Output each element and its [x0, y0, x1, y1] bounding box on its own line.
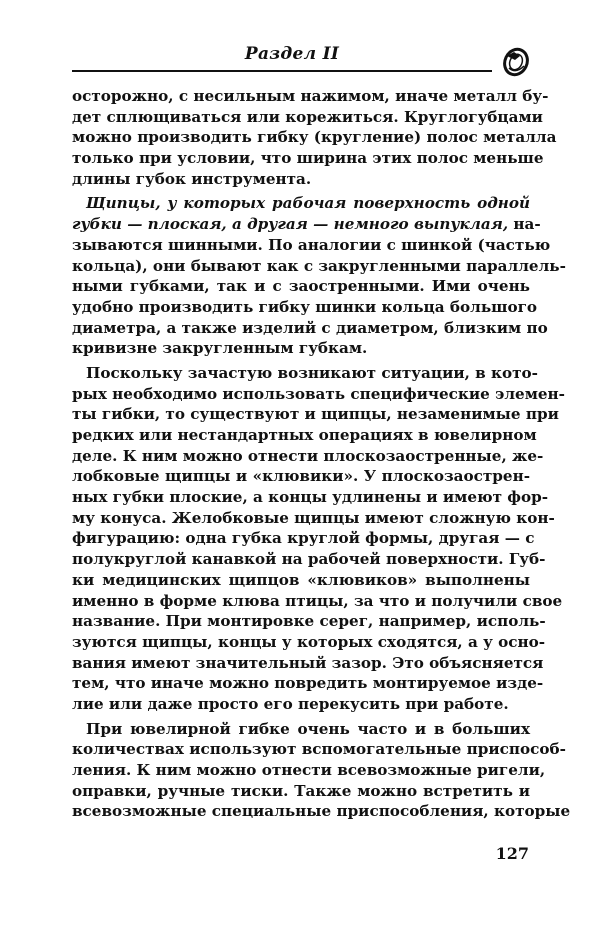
text-line: ных губки плоские, а концы удлинены и имеют фор-	[72, 488, 549, 507]
text-line: лобковые щипцы и «клювики». У плоскозаострен-	[72, 467, 530, 486]
text-line: ты гибки, то существуют и щипцы, незаменимые при	[72, 405, 559, 424]
text-line: лие или даже просто его перекусить при работе.	[72, 694, 509, 713]
text-line: только при условии, что ширина этих полос меньше	[72, 149, 544, 168]
header-rule	[72, 70, 492, 72]
text-line: При ювелирной гибке очень часто и в больших	[86, 719, 530, 738]
text-line: длины губок инструмента.	[72, 169, 312, 188]
text-line: му конуса. Желобковые щипцы имеют сложную кон-	[72, 508, 555, 527]
paragraph	[72, 363, 565, 715]
text-line: деле. К ним можно отнести плоскозаостренные, же-	[72, 446, 544, 465]
text-line: количествах используют вспомогательные приспособ-	[72, 740, 566, 759]
ring-emblem-icon	[500, 44, 532, 78]
paragraph	[72, 86, 557, 189]
text-line: дет сплющиваться или корежиться. Круглогубцами	[72, 107, 543, 126]
text-line: оправки, ручные тиски. Также можно встретить и	[72, 781, 530, 800]
text-line: кольца), они бывают как с закругленными параллель-	[72, 256, 566, 275]
text-line: диаметра, а также изделий с диаметром, близким по	[72, 318, 548, 337]
text-line: зуются щипцы, концы у которых сходятся, а у осно-	[72, 632, 546, 651]
page-number: 127	[495, 844, 529, 863]
text-line: ки медицинских щипцов «клювиков» выполнены	[72, 570, 530, 589]
running-header	[72, 40, 532, 80]
text-line: редких или нестандартных операциях в ювелирном	[72, 426, 537, 444]
text-line-mixed	[72, 214, 541, 235]
text-line: ления. К ним можно отнести всевозможные ригели,	[72, 761, 546, 779]
text-line: рых необходимо использовать специфические элемен-	[72, 384, 565, 403]
text-line: тем, что иначе можно повредить монтируемое изде-	[72, 674, 544, 693]
text-line: вания имеют значительный зазор. Это объясняется	[72, 653, 544, 672]
text-line: именно в форме клюва птицы, за что и получили свое	[72, 591, 563, 610]
text-line: осторожно, с несильным нажимом, иначе металл бу-	[72, 87, 549, 105]
text-line: фигурацию: одна губка круглой формы, другая — с	[72, 529, 535, 548]
paragraph	[72, 719, 571, 822]
text-line: удобно производить гибку шинки кольца большого	[72, 297, 538, 316]
text-line: название. При монтировке серег, например, исполь-	[72, 612, 546, 631]
italic-phrase: губки — плоская, а другая — немного выпуклая,	[72, 215, 509, 234]
text-line: ными губками, так и с заостренными. Ими очень	[72, 277, 530, 296]
text-line: полукруглой канавкой на рабочей поверхности. Губ-	[72, 550, 546, 569]
line-suffix: на-	[508, 215, 541, 234]
text-line: можно производить гибку (кругление) полос металла	[72, 128, 557, 147]
paragraph	[72, 193, 566, 359]
text-line-italic: Щипцы, у которых рабочая поверхность одной	[86, 194, 530, 213]
text-line: Поскольку зачастую возникают ситуации, в кото-	[86, 363, 538, 382]
body-text	[72, 86, 571, 822]
section-title: Раздел II	[244, 44, 340, 64]
text-line: кривизне закругленным губкам.	[72, 339, 368, 358]
text-line: зываются шинными. По аналогии с шинкой (частью	[72, 235, 551, 254]
text-line: всевозможные специальные приспособления, которые	[72, 802, 571, 821]
